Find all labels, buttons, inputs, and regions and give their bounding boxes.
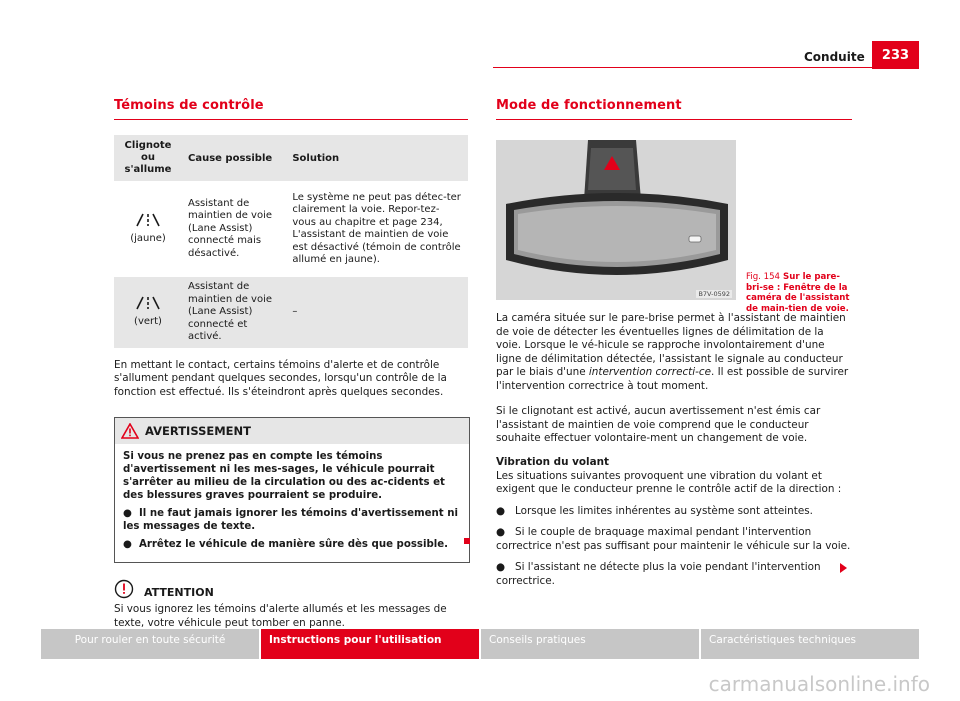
- subsection-title-steering-vibration: Vibration du volant: [496, 455, 609, 468]
- figure-caption-text: Sur le pare-bri-se : Fenêtre de la caméra de l'assistant de main-tien de voie.: [746, 272, 850, 314]
- intro-paragraph: En mettant le contact, certains témoins d'alerte et de contrôle s'allument pendant quelques secondes, lorsqu'un contrôle de la fonction est effectué. Ils s'éteindront après quelques secondes.: [114, 358, 447, 398]
- warning-bullet-text: Arrêtez le véhicule de manière sûre dès que possible.: [138, 539, 449, 550]
- watermark: carmanualsonline.info: [708, 672, 930, 696]
- vibration-paragraph: Les situations suivantes provoquent une vibration du volant et exigent que le conducteur prenne le contrôle actif de la direction :: [496, 469, 842, 495]
- section-title-operating-mode: Mode de fonctionnement: [496, 98, 852, 120]
- vibration-bullet-text: Si le couple de braquage maximal pendant l'intervention correctrice n'est pas suffisant pour maintenir le véhicule sur la voie.: [496, 526, 851, 552]
- table-row: [114, 277, 468, 348]
- figure-label: Fig. 154: [746, 272, 781, 282]
- warning-triangle-icon: [121, 423, 139, 439]
- table-cell-cause: Assistant de maintien de voie (Lane Assist) connecté et activé.: [182, 277, 286, 348]
- table-cell-solution: Le système ne peut pas détec-ter clairement la voie. Repor-tez-vous au chapitre et page 234, L'assistant de maintien de voie est désactivé (témoin de contrôle allumé en jaune).: [292, 191, 461, 265]
- vibration-bullet: ● Si le couple de braquage maximal pendant l'intervention correctrice n'est pas suffisant pour maintenir le véhicule sur la voie.: [496, 526, 851, 552]
- operation-paragraph-text: . Il est possible de survirer l'intervention correctrice à tout moment.: [496, 366, 849, 392]
- warning-bullet: ● Arrêtez le véhicule de manière sûre dès que possible.: [123, 539, 449, 550]
- table-cell-cause: Assistant de maintien de voie (Lane Assist) connecté mais désactivé.: [188, 197, 272, 259]
- figure: [496, 140, 852, 314]
- vibration-bullet-text: Si l'assistant ne détecte plus la voie pendant l'intervention correctrice.: [496, 561, 821, 587]
- vibration-bullet: ● Lorsque les limites inhérentes au système sont atteintes.: [496, 504, 813, 517]
- attention-header: [114, 579, 468, 601]
- table-header: Clignote ou s'allume: [114, 135, 182, 181]
- figure-mirror-camera-image: [496, 140, 736, 300]
- operation-paragraph-emphasis: intervention correcti-ce: [588, 366, 711, 378]
- vibration-bullet-text: Lorsque les limites inhérentes au système sont atteintes.: [514, 504, 813, 517]
- table-row: [114, 181, 468, 277]
- operation-paragraph: [496, 312, 850, 393]
- attention-title: ATTENTION: [144, 586, 214, 599]
- attention-text: Si vous ignorez les témoins d'alerte allumés et les messages de texte, votre véhicule peut tomber en panne.: [114, 603, 447, 629]
- warning-title: AVERTISSEMENT: [145, 424, 252, 438]
- icon-caption: (vert): [134, 316, 162, 328]
- footer-tab-practical-tips[interactable]: Conseils pratiques: [481, 629, 699, 659]
- footer-tab-safety[interactable]: Pour rouler en toute sécurité: [41, 629, 259, 659]
- turn-signal-paragraph: Si le clignotant est activé, aucun avertissement n'est émis car l'assistant de maintien de voie comprend que le conducteur souhaite effectuer volontaire-ment un changement de voie.: [496, 405, 821, 444]
- table-header-row: [114, 135, 468, 181]
- lane-assist-icon: [135, 213, 161, 227]
- section-title-warning-lights: Témoins de contrôle: [114, 98, 468, 120]
- footer-tab-technical-data[interactable]: Caractéristiques techniques: [701, 629, 919, 659]
- table-header: Solution: [286, 135, 468, 181]
- footer-navigation: [41, 629, 919, 659]
- table-header: Cause possible: [182, 135, 286, 181]
- warning-lights-table: [114, 135, 468, 348]
- warning-bullet: ● Il ne faut jamais ignorer les témoins d'avertissement ni les messages de texte.: [123, 508, 458, 532]
- section-end-mark: [464, 538, 470, 544]
- page-number: 233: [872, 41, 919, 69]
- table-cell-icon: [114, 181, 182, 277]
- icon-caption: (jaune): [130, 233, 166, 244]
- table-cell-icon: [114, 277, 182, 348]
- table-cell-solution: –: [286, 277, 468, 348]
- attention-circle-icon: [114, 579, 134, 599]
- header-rule: [493, 67, 873, 68]
- operation-paragraph-text: La caméra située sur le pare-brise permet à l'assistant de maintien de voie de détecter les éventuelles lignes de délimitation de la voie. Lorsque le vé-hicule se rapproche involontairement d'une ligne de délimitation détectée, l'assistant le signale au conducteur par le biais d'une: [496, 312, 846, 378]
- warning-body: [115, 444, 469, 562]
- continue-arrow-icon: [840, 563, 847, 573]
- footer-tab-instructions[interactable]: Instructions pour l'utilisation: [261, 629, 479, 659]
- figure-caption: [746, 272, 856, 314]
- warning-header: [115, 418, 469, 444]
- vibration-bullet: ● Si l'assistant ne détecte plus la voie pendant l'intervention correctrice.: [496, 561, 821, 587]
- left-column: [114, 98, 468, 630]
- figure-code: B7V-0592: [698, 290, 730, 298]
- mirror-illustration: [496, 140, 736, 300]
- right-column: [496, 98, 852, 588]
- warning-bullet-text: Il ne faut jamais ignorer les témoins d'avertissement ni les messages de texte.: [123, 508, 458, 532]
- lane-assist-icon: [135, 296, 161, 310]
- warning-paragraph: Si vous ne prenez pas en compte les témoins d'avertissement ni les mes-sages, le véhicule pourrait s'arrêter au milieu de la circulation ou des ac-cidents et des blessures graves pourraient se produire.: [123, 451, 445, 501]
- running-header-section: Conduite: [804, 50, 865, 64]
- warning-box: [114, 417, 470, 563]
